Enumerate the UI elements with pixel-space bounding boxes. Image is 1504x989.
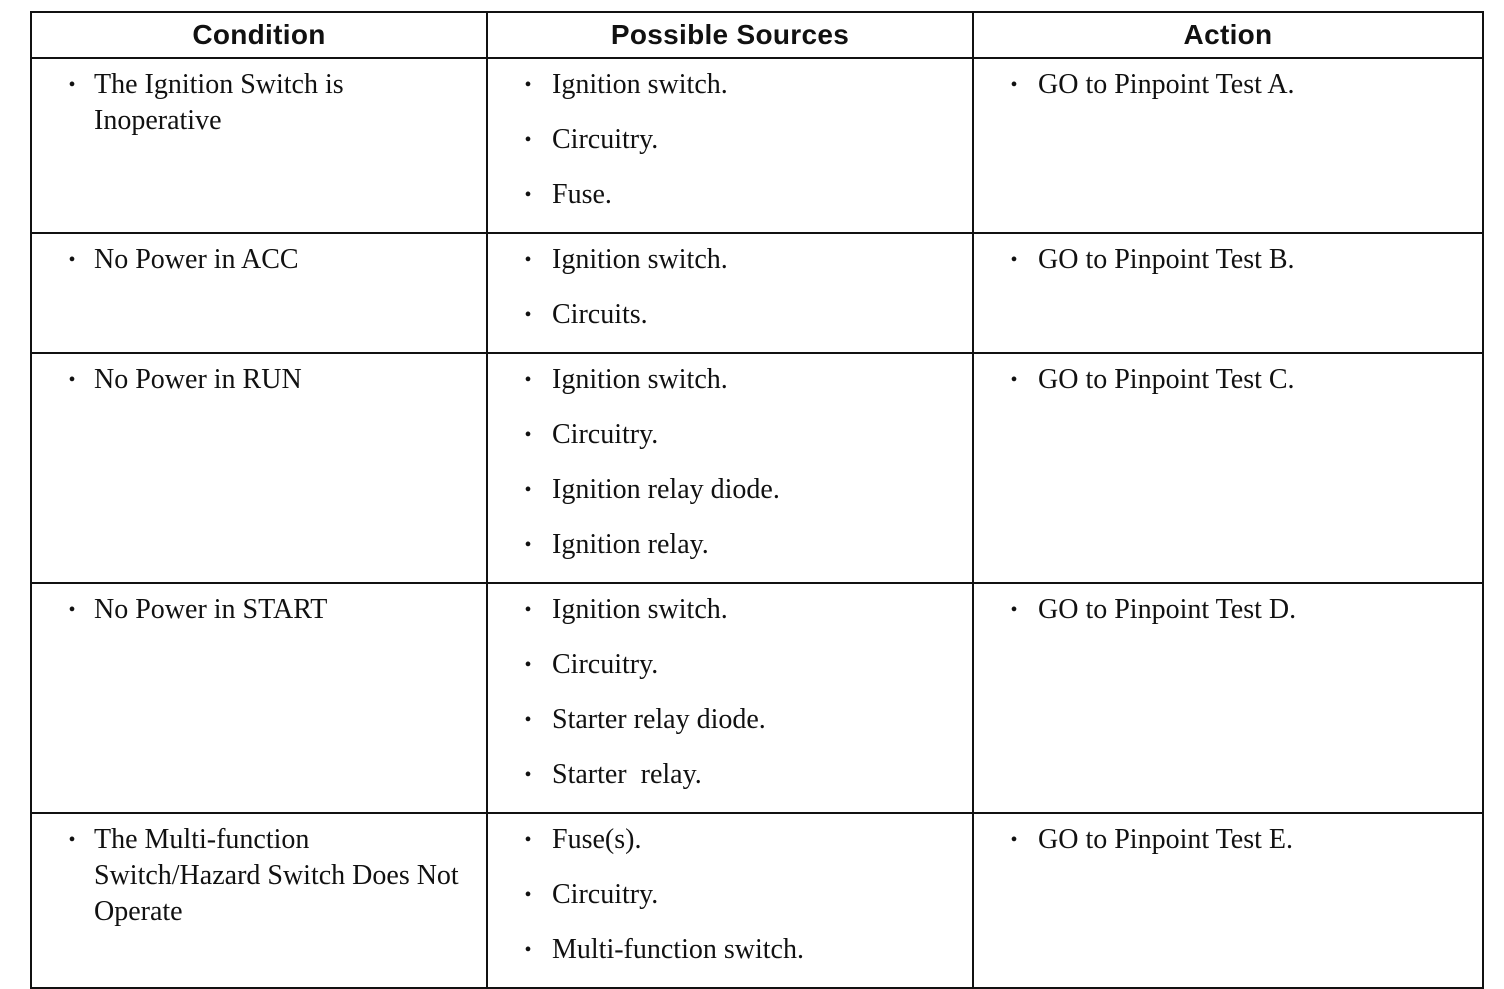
bullet-icon: • bbox=[524, 884, 532, 906]
source-item bbox=[518, 757, 962, 793]
table-row bbox=[31, 353, 1483, 583]
action-cell bbox=[973, 58, 1483, 233]
action-item bbox=[1004, 822, 1472, 858]
table-row bbox=[31, 58, 1483, 233]
source-text: Circuitry. bbox=[552, 879, 659, 910]
diagnosis-table-frame bbox=[30, 11, 1482, 965]
bullet-icon: • bbox=[524, 939, 532, 961]
action-item bbox=[1004, 242, 1472, 278]
condition-item bbox=[62, 362, 466, 398]
source-text: Multi-function switch. bbox=[552, 934, 804, 965]
bullet-icon: • bbox=[524, 184, 532, 206]
source-text: Ignition switch. bbox=[552, 244, 728, 275]
bullet-icon: • bbox=[68, 599, 76, 621]
action-item bbox=[1004, 592, 1472, 628]
source-item bbox=[518, 647, 962, 683]
source-item bbox=[518, 362, 962, 398]
source-text: Ignition relay. bbox=[552, 529, 709, 560]
bullet-icon: • bbox=[68, 369, 76, 391]
bullet-icon: • bbox=[524, 599, 532, 621]
source-text: Circuitry. bbox=[552, 124, 659, 155]
source-text: Ignition switch. bbox=[552, 69, 728, 100]
condition-text: The Multi-function Switch/Hazard Switch Does Not Operate bbox=[94, 824, 459, 927]
condition-cell bbox=[31, 353, 487, 583]
source-item bbox=[518, 472, 962, 508]
sources-cell bbox=[487, 58, 973, 233]
source-item bbox=[518, 417, 962, 453]
bullet-icon: • bbox=[524, 479, 532, 501]
condition-text: The Ignition Switch is Inoperative bbox=[94, 69, 344, 136]
source-text: Fuse. bbox=[552, 179, 612, 210]
bullet-icon: • bbox=[524, 534, 532, 556]
action-cell bbox=[973, 353, 1483, 583]
bullet-icon: • bbox=[524, 764, 532, 786]
symptom-chart-table bbox=[30, 11, 1484, 989]
sources-cell bbox=[487, 233, 973, 353]
condition-item bbox=[62, 822, 466, 930]
source-item bbox=[518, 122, 962, 158]
action-text: GO to Pinpoint Test C. bbox=[1038, 364, 1295, 395]
bullet-icon: • bbox=[68, 74, 76, 96]
source-item bbox=[518, 932, 962, 968]
source-item bbox=[518, 592, 962, 628]
source-text: Circuitry. bbox=[552, 649, 659, 680]
bullet-icon: • bbox=[524, 304, 532, 326]
action-item bbox=[1004, 67, 1472, 103]
condition-text: No Power in START bbox=[94, 594, 328, 625]
bullet-icon: • bbox=[68, 249, 76, 271]
sources-cell bbox=[487, 813, 973, 988]
bullet-icon: • bbox=[524, 369, 532, 391]
table-row bbox=[31, 583, 1483, 813]
action-text: GO to Pinpoint Test B. bbox=[1038, 244, 1295, 275]
condition-item bbox=[62, 67, 466, 139]
condition-text: No Power in ACC bbox=[94, 244, 299, 275]
source-item bbox=[518, 702, 962, 738]
header-possible-sources: Possible Sources bbox=[487, 12, 973, 58]
header-row bbox=[31, 12, 1483, 58]
source-text: Circuits. bbox=[552, 299, 648, 330]
source-text: Ignition switch. bbox=[552, 594, 728, 625]
condition-cell bbox=[31, 58, 487, 233]
bullet-icon: • bbox=[1010, 74, 1018, 96]
bullet-icon: • bbox=[524, 74, 532, 96]
source-text: Circuitry. bbox=[552, 419, 659, 450]
source-text: Ignition switch. bbox=[552, 364, 728, 395]
condition-text: No Power in RUN bbox=[94, 364, 302, 395]
bullet-icon: • bbox=[68, 829, 76, 851]
header-action: Action bbox=[973, 12, 1483, 58]
source-text: Fuse(s). bbox=[552, 824, 642, 855]
condition-item bbox=[62, 592, 466, 628]
action-cell bbox=[973, 813, 1483, 988]
sources-cell bbox=[487, 583, 973, 813]
sources-cell bbox=[487, 353, 973, 583]
action-text: GO to Pinpoint Test D. bbox=[1038, 594, 1297, 625]
condition-cell bbox=[31, 813, 487, 988]
action-item bbox=[1004, 362, 1472, 398]
source-item bbox=[518, 177, 962, 213]
bullet-icon: • bbox=[1010, 249, 1018, 271]
action-text: GO to Pinpoint Test E. bbox=[1038, 824, 1293, 855]
bullet-icon: • bbox=[1010, 829, 1018, 851]
source-text: Starter relay. bbox=[552, 759, 702, 790]
bullet-icon: • bbox=[524, 829, 532, 851]
source-item bbox=[518, 527, 962, 563]
source-item bbox=[518, 877, 962, 913]
source-text: Starter relay diode. bbox=[552, 704, 766, 735]
source-item bbox=[518, 242, 962, 278]
bullet-icon: • bbox=[524, 249, 532, 271]
condition-cell bbox=[31, 233, 487, 353]
header-condition: Condition bbox=[31, 12, 487, 58]
bullet-icon: • bbox=[524, 129, 532, 151]
bullet-icon: • bbox=[524, 709, 532, 731]
action-text: GO to Pinpoint Test A. bbox=[1038, 69, 1295, 100]
bullet-icon: • bbox=[1010, 599, 1018, 621]
action-cell bbox=[973, 233, 1483, 353]
table-row bbox=[31, 233, 1483, 353]
condition-cell bbox=[31, 583, 487, 813]
source-item bbox=[518, 67, 962, 103]
bullet-icon: • bbox=[1010, 369, 1018, 391]
condition-item bbox=[62, 242, 466, 278]
bullet-icon: • bbox=[524, 654, 532, 676]
table-row bbox=[31, 813, 1483, 988]
bullet-icon: • bbox=[524, 424, 532, 446]
source-item bbox=[518, 822, 962, 858]
source-item bbox=[518, 297, 962, 333]
action-cell bbox=[973, 583, 1483, 813]
source-text: Ignition relay diode. bbox=[552, 474, 780, 505]
